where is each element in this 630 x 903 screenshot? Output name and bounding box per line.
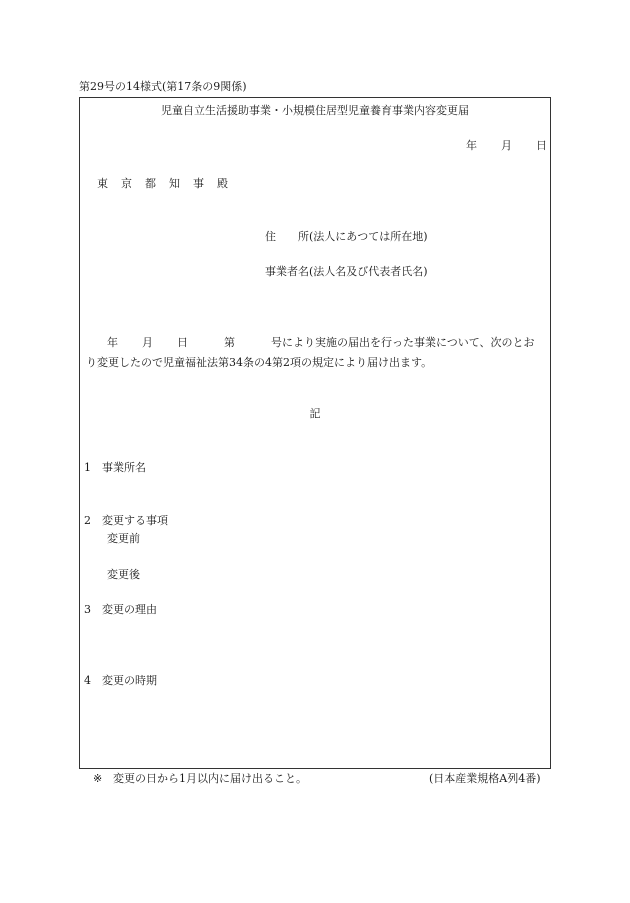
body-text-line2: り変更したので児童福祉法第34条の4第2項の規定により届け出ます。 bbox=[86, 356, 433, 369]
item-change-matters: 2 変更する事項 bbox=[84, 514, 168, 527]
business-name-label: 事業者名(法人名及び代表者氏名) bbox=[265, 265, 428, 278]
paper-standard-note: (日本産業規格A列4番) bbox=[429, 772, 541, 785]
body-number-prefix: 第 bbox=[224, 336, 235, 349]
form-title: 児童自立生活援助事業・小規模住居型児童養育事業内容変更届 bbox=[161, 104, 469, 117]
item-before-change: 変更前 bbox=[107, 532, 140, 545]
form-box bbox=[79, 97, 551, 769]
body-year-label: 年 bbox=[107, 336, 118, 349]
body-day-label: 日 bbox=[177, 336, 188, 349]
date-year-label: 年 bbox=[466, 139, 477, 152]
address-label: 住 所(法人にあつては所在地) bbox=[265, 230, 428, 243]
date-month-label: 月 bbox=[501, 139, 512, 152]
notification-paragraph bbox=[86, 333, 546, 373]
body-text-line1: 号により実施の届出を行った事業について、次のとお bbox=[271, 336, 535, 349]
ki-heading: 記 bbox=[309, 407, 321, 420]
addressee-char: 東 bbox=[97, 177, 108, 190]
addressee-char: 都 bbox=[145, 177, 156, 190]
date-day-label: 日 bbox=[536, 139, 547, 152]
item-change-reason: 3 変更の理由 bbox=[84, 603, 157, 616]
item-office-name: 1 事業所名 bbox=[84, 461, 146, 474]
addressee-char: 知 bbox=[169, 177, 180, 190]
item-after-change: 変更後 bbox=[107, 568, 140, 581]
addressee bbox=[97, 177, 228, 191]
addressee-char: 事 bbox=[193, 177, 204, 190]
footer-note: 変更の日から1月以内に届け出ること。 bbox=[113, 772, 307, 785]
addressee-char: 京 bbox=[121, 177, 132, 190]
item-change-timing: 4 変更の時期 bbox=[84, 674, 157, 687]
body-month-label: 月 bbox=[142, 336, 153, 349]
addressee-char: 殿 bbox=[217, 177, 228, 190]
form-number: 第29号の14様式(第17条の9関係) bbox=[79, 80, 247, 93]
note-mark: ※ bbox=[93, 772, 103, 785]
